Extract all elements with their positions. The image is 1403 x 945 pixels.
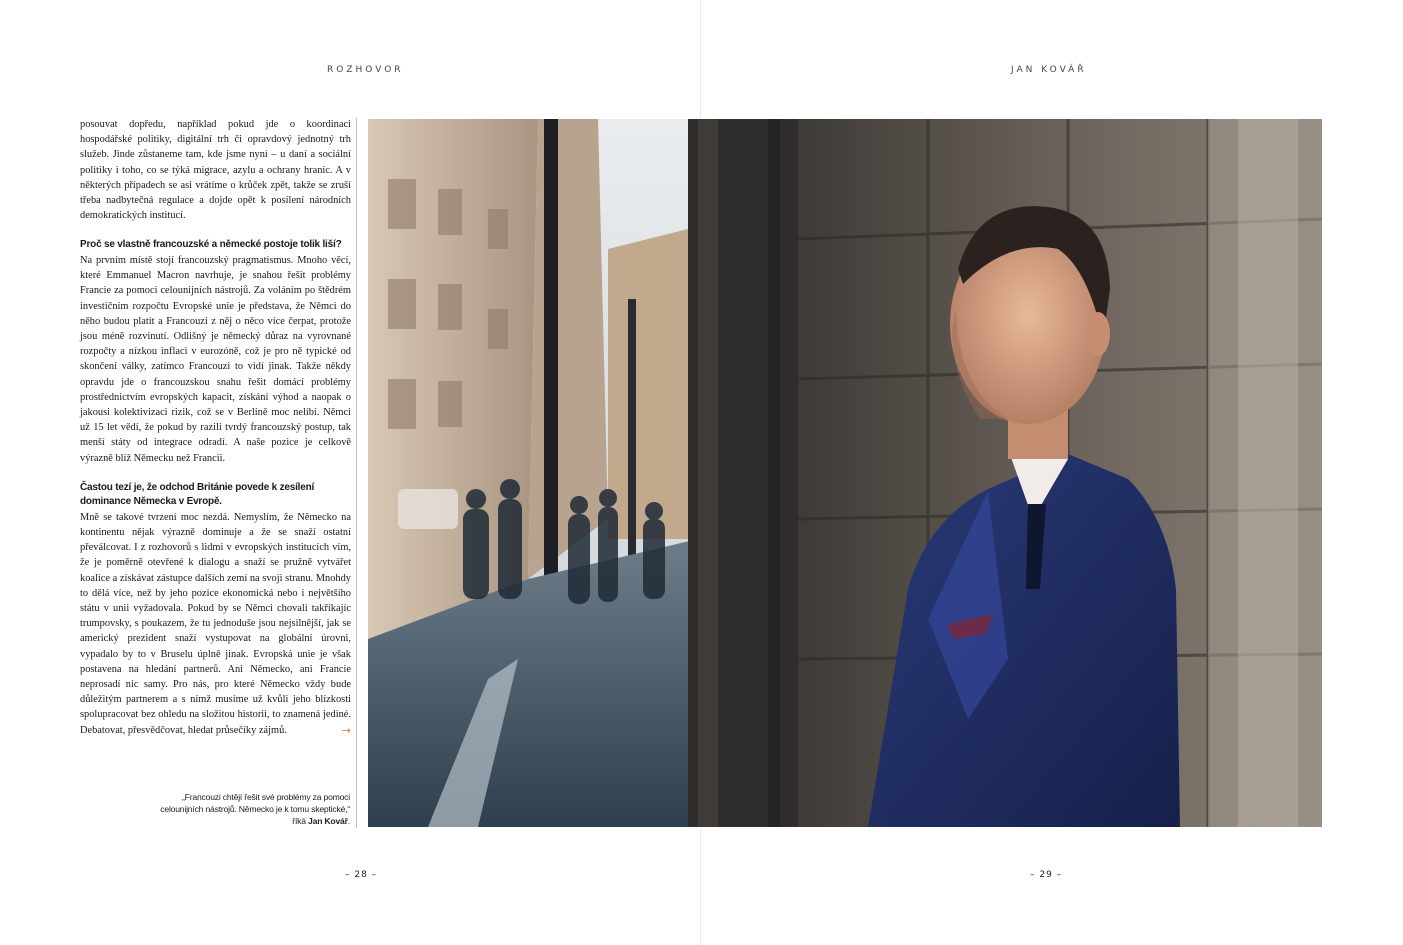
paragraph-intro: posouvat dopředu, například pokud jde o koordinaci hospodářské politiky, digitální trh či opravdový jednotný trh služeb. Jinde zůstaneme tam, kde jsme nyní – u daní a sociální politiky i toho, co se týká migrace, azylu a ochrany hranic. A v některých případech se asi vrátíme o krůček zpět, takže se zruší třeba nadbytečná regulace a dojde opět k posílení národních demokratických institucí. [80,119,351,222]
answer-2-wrap [80,510,351,738]
page-number-left: – 28 – [345,870,378,880]
question-2: Častou tezí je, že odchod Británie povede k zesílení dominance Německa v Evropě. [80,481,315,508]
end-arrow-icon: → [341,723,351,737]
article-column [80,117,351,738]
running-head-right: JAN KOVÁŘ [1011,65,1087,75]
photo-caption [160,791,350,827]
answer-1: Na prvním místě stojí francouzský pragmatismus. Mnoho věcí, které Emmanuel Macron navrhuje, je snahou řešit problémy Francie za pomoci celounijních nástrojů. Za voláním po štědrém investičním rozpočtu Evropské unie je představa, že Němci do něho budou platit a Francouzi z něj o něco více čerpat, protože jsou méně rozvinutí. Odlišný je německý důraz na vyrovnané rozpočty a nízkou inflaci v eurozóně, což je pro ně typické od skončení války, zatímco Francouzi to vidí jinak. Takže někdy opravdu jde o francouzskou snahu řešit domácí problémy prostřednictvím evropských kapacit, získání výhod a naopak o jakousi kolektivizaci rizik, což se v Berlíně moc nelíbí. Němci už 15 let vědí, že pokud by razili tvrdý francouzský postup, tak menší státy od integrace odradí. A naše pozice je celkově výrazně blíž Německu než Francii. [80,254,351,464]
answer-2: Mně se takové tvrzení moc nezdá. Nemyslím, že Německo na kontinentu nějak výrazně dominuje a že se snaží ostatní převálcovat. I z rozhovorů s lidmi v evropských institucích vím, že je poměrně otevřené k dialogu a snaží se pružně vytvářet koalice a získávat zástupce dalších zemí na svoji stranu. Mnohdy to dělá více, než by jeho pozice ekonomická nebo i největšího státu v unii vyžadovala. Pokud by se Němci chovali takříkajíc trumpovsky, s poukazem, že tu jednoduše jsou nejsilnější, jak se americký prezident snaží vystupovat na globální úrovni, vypadalo by to v Bruselu úplně jinak. Evropská unie je však postavena na hledání partnerů. Ani Německo, ani Francie neprosadí nic samy. Pro nás, pro které Německo vždy bude důležitým partnerem a s nímž musíme už kvůli jeho blízkosti spolupracovat bez ohledu na složitou historii, to znamená jediné. Debatovat, přesvědčovat, hledat průsečíky zájmů. [80,511,351,736]
portrait-illustration [368,119,1322,827]
caption-name: Jan Kovář [308,816,348,826]
running-head-left: ROZHOVOR [327,65,404,75]
page-number-right: – 29 – [1030,870,1063,880]
caption-quote: „Francouzi chtějí řešit své problémy za pomoci celounijních nástrojů. Německo je k tomu skeptické,“ říká [160,792,350,826]
column-rule [356,118,357,828]
portrait-photo [368,119,1322,827]
caption-end: . [347,816,350,826]
question-1: Proč se vlastně francouzské a německé postoje tolik liší? [80,239,342,251]
